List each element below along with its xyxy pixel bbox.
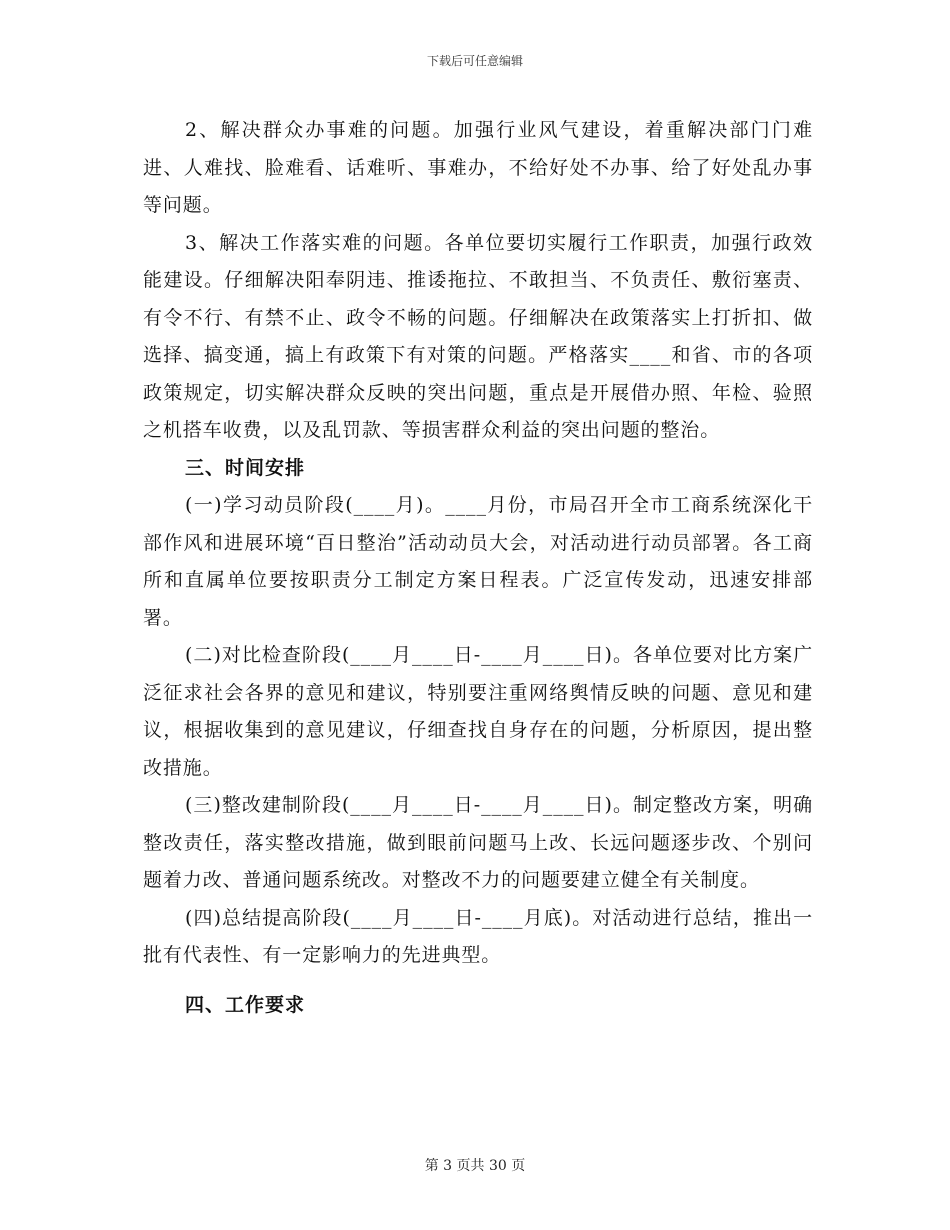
paragraph-phase-2: (二)对比检查阶段(____月____日-____月____日)。各单位要对比方案广泛征求社会各界的意见和建议，特别要注重网络舆情反映的问题、意见和建议，根据收集到的意见建议，仔细查找自身存在的问题，分析原因，提出整改措施。 <box>143 644 813 779</box>
page-header: 下载后可任意编辑 <box>426 54 523 68</box>
paragraph-phase-4: (四)总结提高阶段(____月____日-____月底)。对活动进行总结，推出一批有代表性、有一定影响力的先进典型。 <box>143 906 813 966</box>
paragraph-phase-1: (一)学习动员阶段(____月)。____月份，市局召开全市工商系统深化干部作风和进展环境“百日整治”活动动员大会，对活动进行动员部署。各工商所和直属单位要按职责分工制定方案日程表。广泛宣传发动，迅速安排部署。 <box>143 494 813 629</box>
section-heading-work-requirements: 四、工作要求 <box>185 993 306 1016</box>
document-body <box>143 112 813 1024</box>
page-number-footer: 第 3 页共 30 页 <box>424 1158 526 1174</box>
paragraph-item-2: 2、解决群众办事难的问题。加强行业风气建设，着重解决部门门难进、人难找、脸难看、话难听、事难办，不给好处不办事、给了好处乱办事等问题。 <box>143 119 813 216</box>
section-heading-time-schedule: 三、时间安排 <box>185 456 306 479</box>
paragraph-phase-3: (三)整改建制阶段(____月____日-____月____日)。制定整改方案，明确整改责任，落实整改措施，做到眼前问题马上改、长远问题逐步改、个别问题着力改、普通问题系统改。对整改不力的问题要建立健全有关制度。 <box>143 794 813 891</box>
paragraph-item-3: 3、解决工作落实难的问题。各单位要切实履行工作职责，加强行政效能建设。仔细解决阳奉阴违、推诿拖拉、不敢担当、不负责任、敷衍塞责、有令不行、有禁不止、政令不畅的问题。仔细解决在政策落实上打折扣、做选择、搞变通，搞上有政策下有对策的问题。严格落实____和省、市的各项政策规定，切实解决群众反映的突出问题，重点是开展借办照、年检、验照之机搭车收费，以及乱罚款、等损害群众利益的突出问题的整治。 <box>143 231 813 441</box>
